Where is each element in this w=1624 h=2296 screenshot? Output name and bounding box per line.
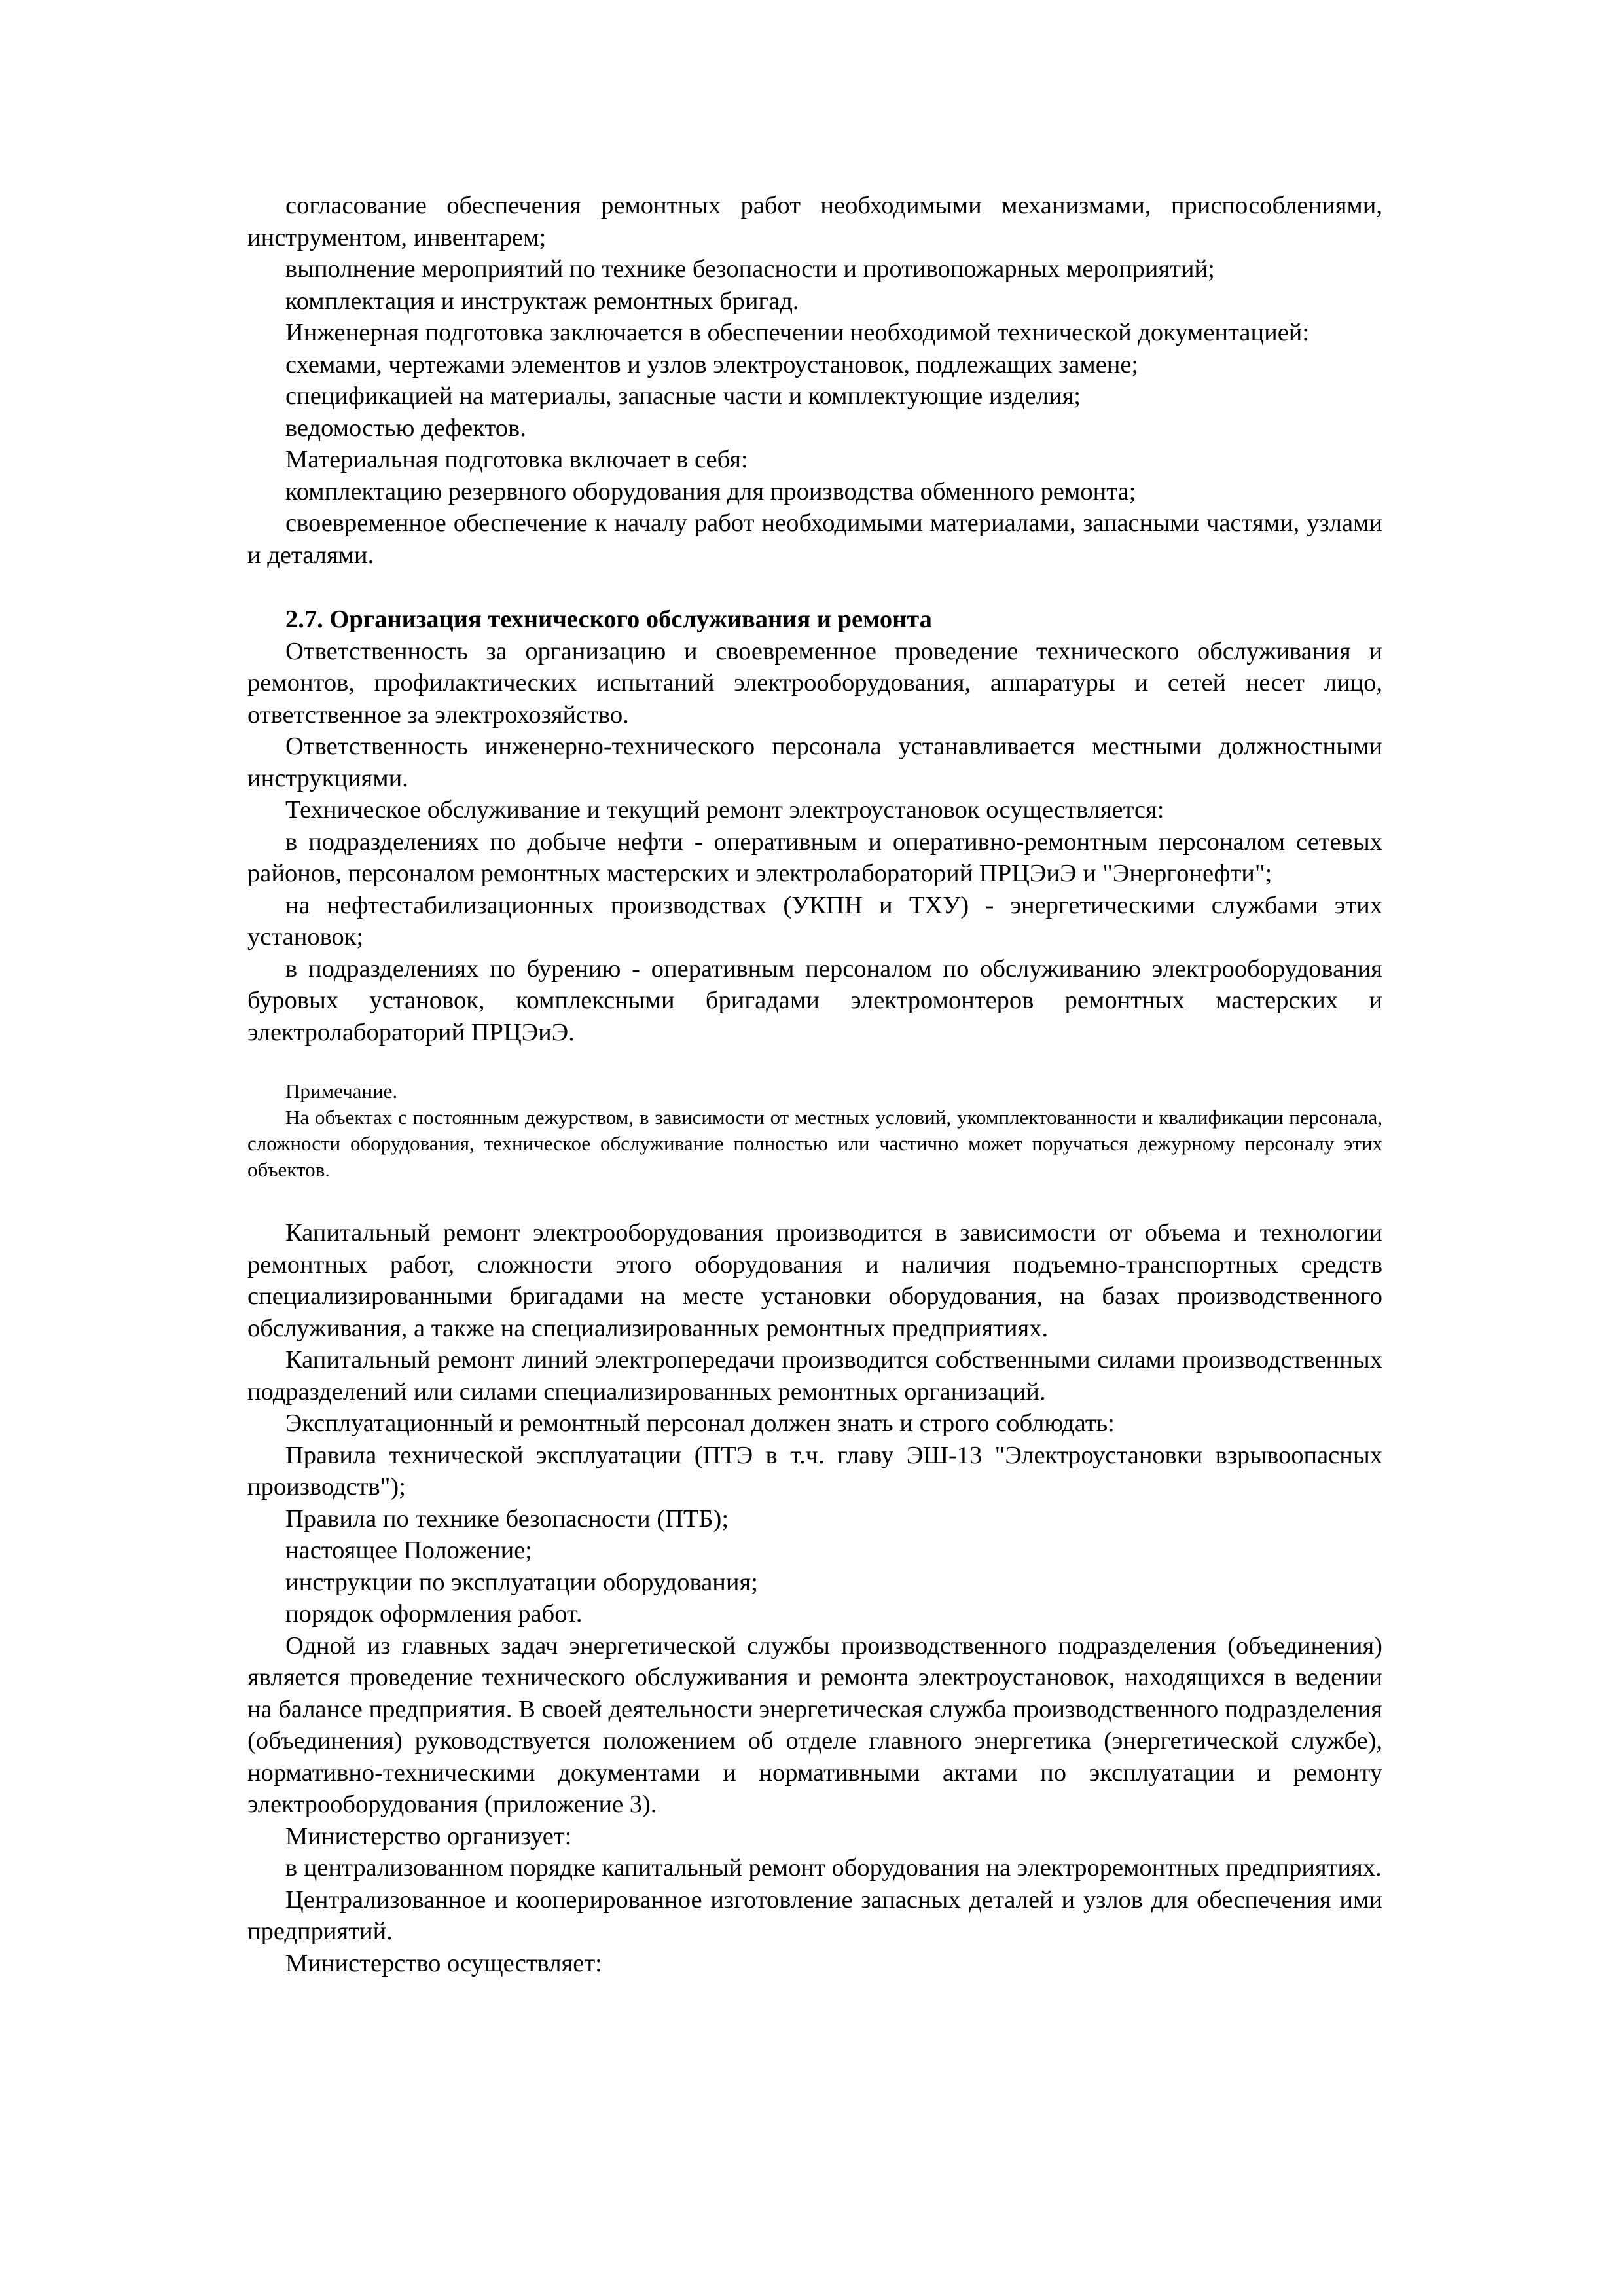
paragraph: Правила по технике безопасности (ПТБ); <box>285 1504 729 1533</box>
paragraph: Правила технической эксплуатации (ПТЭ в т.ч. главу ЭШ-13 "Электроустановки взрывоопасных производств"); <box>247 1441 1382 1501</box>
spacer <box>247 571 1382 604</box>
note-text: На объектах с постоянным дежурством, в зависимости от местных условий, укомплектованности и квалификации персонала, сложности оборудования, техническое обслуживание полностью или частично может поручаться дежурному персоналу этих объектов. <box>247 1106 1382 1181</box>
paragraph: Министерство организует: <box>285 1822 572 1850</box>
paragraph: схемами, чертежами элементов и узлов электроустановок, подлежащих замене; <box>285 350 1139 378</box>
paragraph: комплектация и инструктаж ремонтных бригад. <box>285 287 799 315</box>
document-body <box>247 190 1382 1979</box>
paragraph: в подразделениях по бурению - оперативным персоналом по обслуживанию электрооборудования буровых установок, комплексными бригадами электромонтеров ремонтных мастерских и электролабораторий ПРЦЭиЭ. <box>247 955 1382 1046</box>
note-title: Примечание. <box>285 1080 398 1102</box>
paragraph: Эксплуатационный и ремонтный персонал должен знать и строго соблюдать: <box>285 1410 1115 1437</box>
paragraph: Министерство осуществляет: <box>285 1949 602 1977</box>
paragraph: Ответственность инженерно-технического персонала устанавливается местными должностными инструкциями. <box>247 733 1382 792</box>
paragraph: Ответственность за организацию и своевременное проведение технического обслуживания и ремонтов, профилактических испытаний электрооборудования, аппаратуры и сетей несет лицо, ответственное за электрохозяйство. <box>247 637 1382 729</box>
paragraph: ведомостью дефектов. <box>285 414 526 442</box>
paragraph: спецификацией на материалы, запасные части и комплектующие изделия; <box>285 382 1081 410</box>
paragraph: на нефтестабилизационных производствах (УКПН и ТХУ) - энергетическими службами этих установок; <box>247 891 1382 951</box>
paragraph: Техническое обслуживание и текущий ремонт электроустановок осуществляется: <box>285 796 1164 824</box>
spacer <box>247 1048 1382 1078</box>
paragraph: в централизованном порядке капитальный ремонт оборудования на электроремонтных предприятиях. <box>285 1854 1382 1882</box>
paragraph: в подразделениях по добыче нефти - оперативным и оперативно-ремонтным персоналом сетевых районов, персоналом ремонтных мастерских и электролабораторий ПРЦЭиЭ и "Энергонефти"; <box>247 828 1382 887</box>
spacer <box>247 1183 1382 1217</box>
paragraph: Капитальный ремонт электрооборудования производится в зависимости от объема и технологии ремонтных работ, сложности этого оборудования и наличия подъемно-транспортных средств специализированными бригадами на месте установки оборудования, на базах производственного обслуживания, а также на специализированных ремонтных предприятиях. <box>247 1219 1382 1342</box>
paragraph: порядок оформления работ. <box>285 1600 583 1628</box>
paragraph: согласование обеспечения ремонтных работ необходимыми механизмами, приспособлениями, инструментом, инвентарем; <box>247 192 1382 251</box>
paragraph: Инженерная подготовка заключается в обеспечении необходимой технической документацией: <box>285 319 1310 346</box>
paragraph: Одной из главных задач энергетической службы производственного подразделения (объединения) является проведение технического обслуживания и ремонта электроустановок, находящихся в ведении на балансе предприятия. В своей деятельности энергетическая служба производственного подразделения (объединения) руководствуется положением об отделе главного энергетика (энергетической службе), нормативно-техническими документами и нормативными актами по эксплуатации и ремонту электрооборудования (приложение 3). <box>247 1631 1382 1818</box>
paragraph: Централизованное и кооперированное изготовление запасных деталей и узлов для обеспечения ими предприятий. <box>247 1886 1382 1945</box>
paragraph: инструкции по эксплуатации оборудования; <box>285 1568 758 1596</box>
paragraph: выполнение мероприятий по технике безопасности и противопожарных мероприятий; <box>285 255 1215 283</box>
section-heading: 2.7. Организация технического обслуживания и ремонта <box>285 606 932 633</box>
note-block <box>247 1078 1382 1183</box>
paragraph: своевременное обеспечение к началу работ необходимыми материалами, запасными частями, узлами и деталями. <box>247 509 1382 569</box>
paragraph: настоящее Положение; <box>285 1537 532 1564</box>
paragraph: Материальная подготовка включает в себя: <box>285 446 748 473</box>
paragraph: комплектацию резервного оборудования для производства обменного ремонта; <box>285 477 1136 505</box>
paragraph: Капитальный ремонт линий электропередачи производится собственными силами производственных подразделений или силами специализированных ремонтных организаций. <box>247 1346 1382 1406</box>
